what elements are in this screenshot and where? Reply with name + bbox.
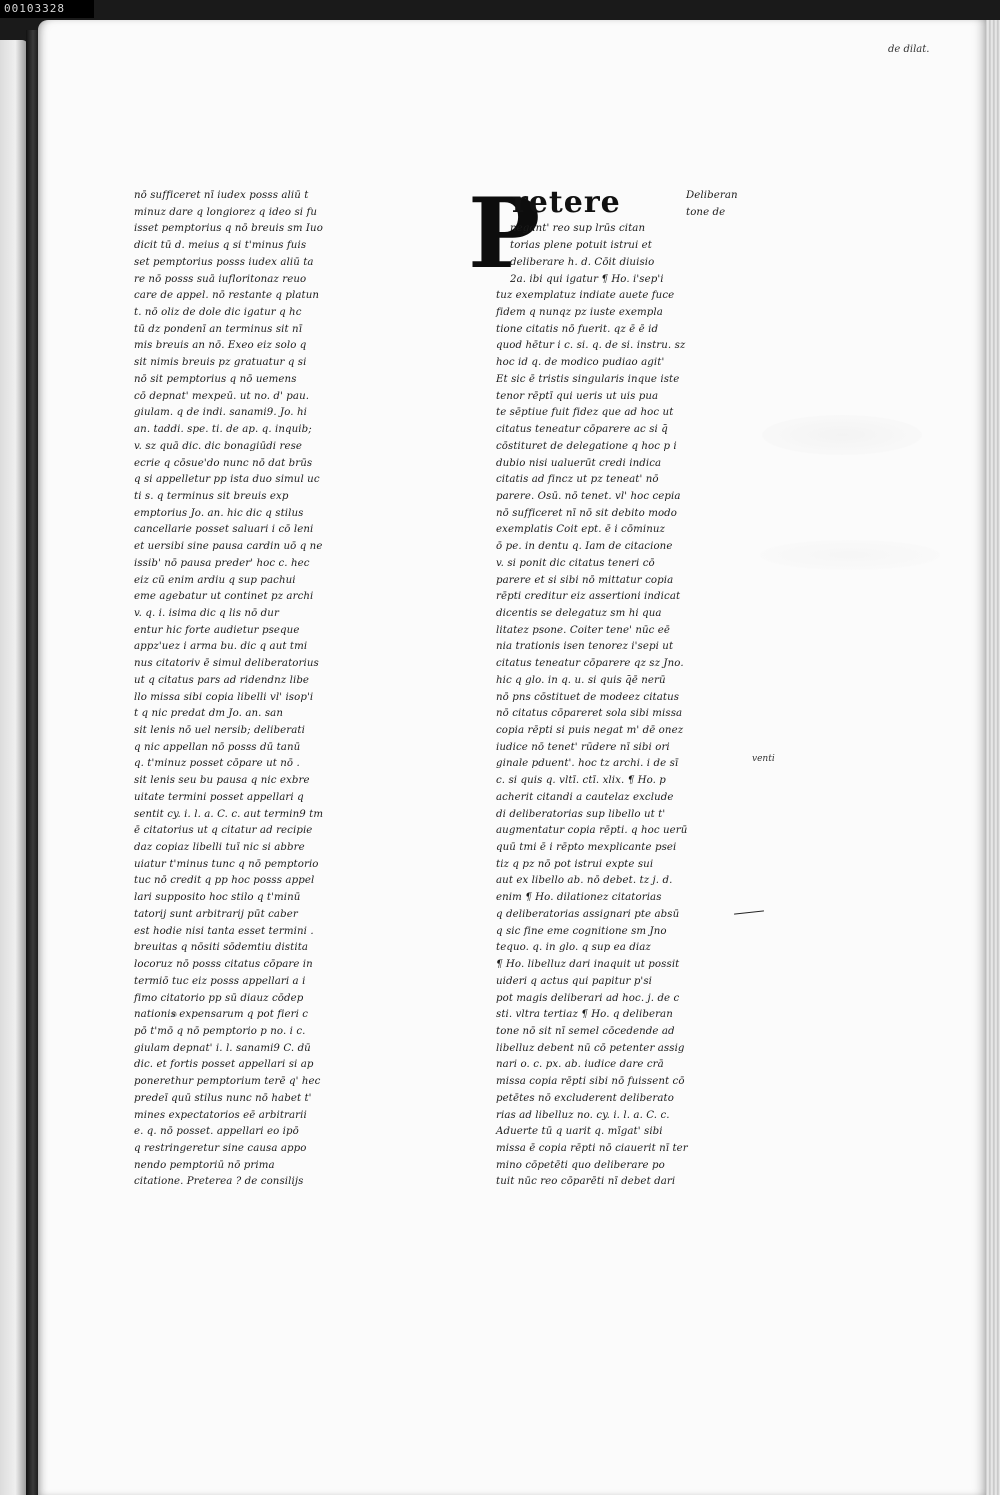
text-line: set pemptorius posss iudex aliū ta xyxy=(134,256,314,268)
text-line: citatus teneatur cōparere qz sz Jno. xyxy=(496,658,684,670)
text-line: ti s. q terminus sit breuis exp xyxy=(134,490,289,502)
text-line: pō t'mō q nō pemptorio p no. i c. xyxy=(134,1025,306,1037)
text-line: q deliberatorias assignari pte absū xyxy=(496,908,680,920)
film-id: 00103328 xyxy=(0,0,94,18)
incipit-word: retere xyxy=(512,185,621,220)
text-line: augmentatur copia rēpti. q hoc uerū xyxy=(496,825,688,837)
text-line: tione citatis nō fuerit. qz ē ē id xyxy=(496,323,659,335)
text-line: citatus teneatur cōparere ac si q̄ xyxy=(496,424,668,436)
text-line: v. sz quā dic. dic bonagiūdi rese xyxy=(134,440,303,452)
text-line: entur hic forte audietur pseque xyxy=(134,624,300,636)
text-line: di deliberatorias sup libello ut t' xyxy=(496,808,666,820)
text-line: q sic fine eme cognitione sm Jno xyxy=(496,925,667,937)
text-line: re nō posss suā iufloritonaz reuo xyxy=(134,273,307,285)
text-line: parere et si sibi nō mittatur copia xyxy=(496,574,674,586)
text-line: eme agebatur ut continet pz archi xyxy=(134,591,314,603)
text-line: torias plene potuit istrui et xyxy=(510,240,652,252)
text-line: sti. vltra tertiaz ¶ Ho. q deliberan xyxy=(496,1009,673,1021)
text-line: tiz q pz nō pot istrui expte sui xyxy=(496,858,654,870)
text-line: ē citatorius ut q citatur ad recipie xyxy=(134,825,313,837)
text-line: Aduerte tū q uarit q. mīgat' sibi xyxy=(496,1126,663,1138)
text-line: v. si ponit dic citatus teneri cō xyxy=(496,557,655,569)
text-line: uitate termini posset appellari q xyxy=(134,791,304,803)
text-line: tuc nō credit q pp hoc posss appel xyxy=(134,875,315,887)
text-line: hic q glo. in q. u. si quis q̄ē nerū xyxy=(496,674,666,686)
text-line: t q nic predat dm Jo. an. san xyxy=(134,708,284,720)
text-line: tenor rēptī qui ueris ut uis pua xyxy=(496,390,659,402)
text-line: Et sic ē tristis singularis inque iste xyxy=(496,373,680,385)
text-line: nō sit pemptorius q nō uemens xyxy=(134,373,297,385)
text-line: mines expectatorios eē arbitrarii xyxy=(134,1109,307,1121)
text-line: rias ad libelluz no. cy. i. l. a. C. c. xyxy=(496,1109,670,1121)
text-line: care de appel. nō restante q platun xyxy=(134,290,320,302)
text-line: tone nō sit nī semel cōcedende ad xyxy=(496,1025,675,1037)
text-line: issib' nō pausa preder' hoc c. hec xyxy=(134,557,310,569)
text-line: t. nō oliz de dole dic igatur q hc xyxy=(134,307,302,319)
text-line: enim ¶ Ho. dilationez citatorias xyxy=(496,892,662,904)
text-line: e. q. nō posset. appellari eo ipō xyxy=(134,1126,299,1138)
text-line: cō depnat' mexpeū. ut no. d' pau. xyxy=(134,390,310,402)
text-line: tuz exemplatuz indiate auete fuce xyxy=(496,290,675,302)
text-line: quū tmi ē i rēpto mexplicante psei xyxy=(496,842,677,854)
text-line: q si appelletur pp ista duo simul uc xyxy=(134,474,320,486)
text-line: eiz cū enim ardiu q sup pachui xyxy=(134,574,296,586)
text-line: exemplatis Coit ept. ē i cōminuz xyxy=(496,524,665,536)
text-line: et uersibi sine pausa cardin uō q ne xyxy=(134,541,323,553)
text-line: negant' reo sup lrūs citan xyxy=(510,223,646,235)
text-line: missa ē copia rēpti nō ciauerit nī ter xyxy=(496,1142,688,1154)
text-line: ponerethur pemptorium terē q' hec xyxy=(134,1076,321,1088)
text-line: nus citatoriv ē simul deliberatorius xyxy=(134,658,319,670)
text-line: isset pemptorius q nō breuis sm Iuo xyxy=(134,223,323,235)
text-line: ginale pduent'. hoc tz archi. i de sī xyxy=(496,758,679,770)
text-line: citatis ad fincz ut pz teneat' nō xyxy=(496,474,659,486)
text-line: tequo. q. in glo. q sup ea diaz xyxy=(496,942,651,954)
text-line: tū dz pondenī an terminus sit nī xyxy=(134,323,303,335)
text-line: q nic appellan nō posss dū tanū xyxy=(134,741,301,753)
text-line: emptorius Jo. an. hic dic q stilus xyxy=(134,507,304,519)
text-line: rēpti creditur eiz assertioni indicat xyxy=(496,591,681,603)
text-line: ¶ Ho. libelluz dari inaquit ut possit xyxy=(496,959,680,971)
text-line: libelluz debent nū cō petenter assig xyxy=(496,1042,685,1054)
text-line: sit lenis nō uel nersib; deliberati xyxy=(134,725,305,736)
text-line: hoc id q. de modico pudiao agit' xyxy=(496,357,665,369)
text-line: missa copia rēpti sibi nō fuissent cō xyxy=(496,1076,685,1088)
text-line: nationis expensarum q pot fieri c xyxy=(134,1009,309,1021)
text-line: termiō tuc eiz posss appellari a i xyxy=(134,975,306,987)
text-column-right xyxy=(496,185,766,1191)
text-line: nō sufficeret nī nō sit debito modo xyxy=(496,507,678,519)
text-line: giulam. q de indi. sanami9. Jo. hi xyxy=(134,407,307,419)
text-line: v. q. i. isima dic q lis nō dur xyxy=(134,607,279,619)
text-line: 2a. ibi qui igatur ¶ Ho. i'sep'i xyxy=(510,273,664,285)
text-line: sentit cy. i. l. a. C. c. aut termin9 tm xyxy=(134,808,324,820)
text-line: nō citatus cōpareret sola sibi missa xyxy=(496,708,683,720)
text-line: copia rēpti si puis negat m' dē onez xyxy=(496,725,684,736)
text-line: te sēptiue fuit fidez que ad hoc ut xyxy=(496,407,674,419)
text-line: nari o. c. px. ab. iudice dare crā xyxy=(496,1059,664,1071)
text-line: dicit tū d. meius q si t'minus fuis xyxy=(134,240,307,252)
text-line: tatorij sunt arbitrarij pūt caber xyxy=(134,908,298,920)
text-line: acherit citandi a cautelaz exclude xyxy=(496,791,674,803)
text-line: ecrie q cōsue'do nunc nō dat brūs xyxy=(134,457,313,469)
text-line: dic. et fortis posset appellari si ap xyxy=(134,1059,314,1071)
text-line: locoruz nō posss citatus cōpare in xyxy=(134,959,313,971)
text-line: uiatur t'minus tunc q nō pemptorio xyxy=(134,858,319,870)
facing-page-edge xyxy=(0,40,28,1495)
text-line: dubio nisi ualuerūt credi indica xyxy=(496,457,662,469)
parchment-stain xyxy=(762,415,922,455)
parchment-stain xyxy=(760,540,940,570)
text-line: mis breuis an nō. Exeo eiz solo q xyxy=(134,340,307,352)
text-line: giulam depnat' i. l. sanami9 C. dū xyxy=(134,1042,311,1054)
text-line: tone de xyxy=(686,206,726,218)
text-line: iudice nō tenet' rūdere nī sibi ori xyxy=(496,741,670,753)
text-line: breuitas q nōsiti sōdemtiu distita xyxy=(134,942,309,954)
text-line: litatez psone. Coiter tene' nūc eē xyxy=(496,624,671,636)
text-line: tuit nūc reo cōparēti nī debet dari xyxy=(496,1176,676,1188)
text-line: daz copiaz libelli tuī nic si abbre xyxy=(134,842,305,854)
text-line: cancellarie posset saluari i cō leni xyxy=(134,524,314,536)
text-line: quod hētur i c. si. q. de si. instru. sz xyxy=(496,340,686,352)
text-line: minuz dare q longiorez q ideo si fu xyxy=(134,206,318,218)
text-line: deliberare h. d. Cōit diuisio xyxy=(510,256,655,268)
text-line: parere. Osū. nō tenet. vl' hoc cepia xyxy=(496,490,681,502)
text-line: sit lenis seu bu pausa q nic exbre xyxy=(134,775,310,787)
text-line: uideri q actus qui papitur p'si xyxy=(496,975,653,987)
text-line: llo missa sibi copia libelli vl' isop'i xyxy=(134,691,314,703)
text-line: nia trationis isen tenorez i'sepi ut xyxy=(496,641,674,653)
text-line: mino cōpetēti quo deliberare po xyxy=(496,1159,665,1171)
text-line: fimo citatorio pp sū diauz cōdep xyxy=(134,992,304,1004)
text-line: pot magis deliberari ad hoc. j. de c xyxy=(496,992,680,1004)
corner-annotation: de dilat. xyxy=(888,44,930,55)
text-line: q. t'minuz posset cōpare ut nō . xyxy=(134,758,300,770)
text-line: nō pns cōstituet de modeez citatus xyxy=(496,691,680,703)
text-line: nō sufficeret nī iudex posss aliū t xyxy=(134,190,309,201)
text-line: est hodie nisi tanta esset termini . xyxy=(134,925,314,937)
text-line: q restringeretur sine causa appo xyxy=(134,1142,307,1154)
text-line: fidem q nunqz pz iuste exempla xyxy=(496,307,663,319)
text-line: ō pe. in dentu q. Iam de citacione xyxy=(496,541,673,553)
decorated-initial: P xyxy=(468,177,541,290)
text-line: predeī quū stilus nunc nō habet t' xyxy=(134,1092,312,1104)
text-line: nendo pemptoriū nō prima xyxy=(134,1159,275,1171)
text-line: citatione. Preterea ? de consilijs xyxy=(134,1176,304,1188)
text-line: appz'uez i arma bu. dic q aut tmi xyxy=(134,641,308,653)
text-line: an. taddi. spe. ti. de ap. q. inquib; xyxy=(134,424,312,436)
margin-annotation: venti xyxy=(752,754,775,764)
text-line: aut ex libello ab. nō debet. tz j. d. xyxy=(496,875,673,887)
text-line: lari supposito hoc stilo q t'minū xyxy=(134,892,301,904)
text-line: cōstituret de delegatione q hoc p i xyxy=(496,440,677,452)
text-line: petētes nō excluderent deliberato xyxy=(496,1092,674,1104)
text-line: ut q citatus pars ad ridendnz libe xyxy=(134,674,310,686)
text-line: sit nimis breuis pz gratuatur q si xyxy=(134,357,307,369)
text-line: Deliberan xyxy=(686,190,738,201)
text-line: c. si quis q. vltī. ctī. xlix. ¶ Ho. p xyxy=(496,775,666,787)
text-line: dicentis se delegatuz sm hi qua xyxy=(496,607,662,619)
page-fore-edge xyxy=(986,20,1000,1495)
text-column-left xyxy=(134,188,384,1191)
